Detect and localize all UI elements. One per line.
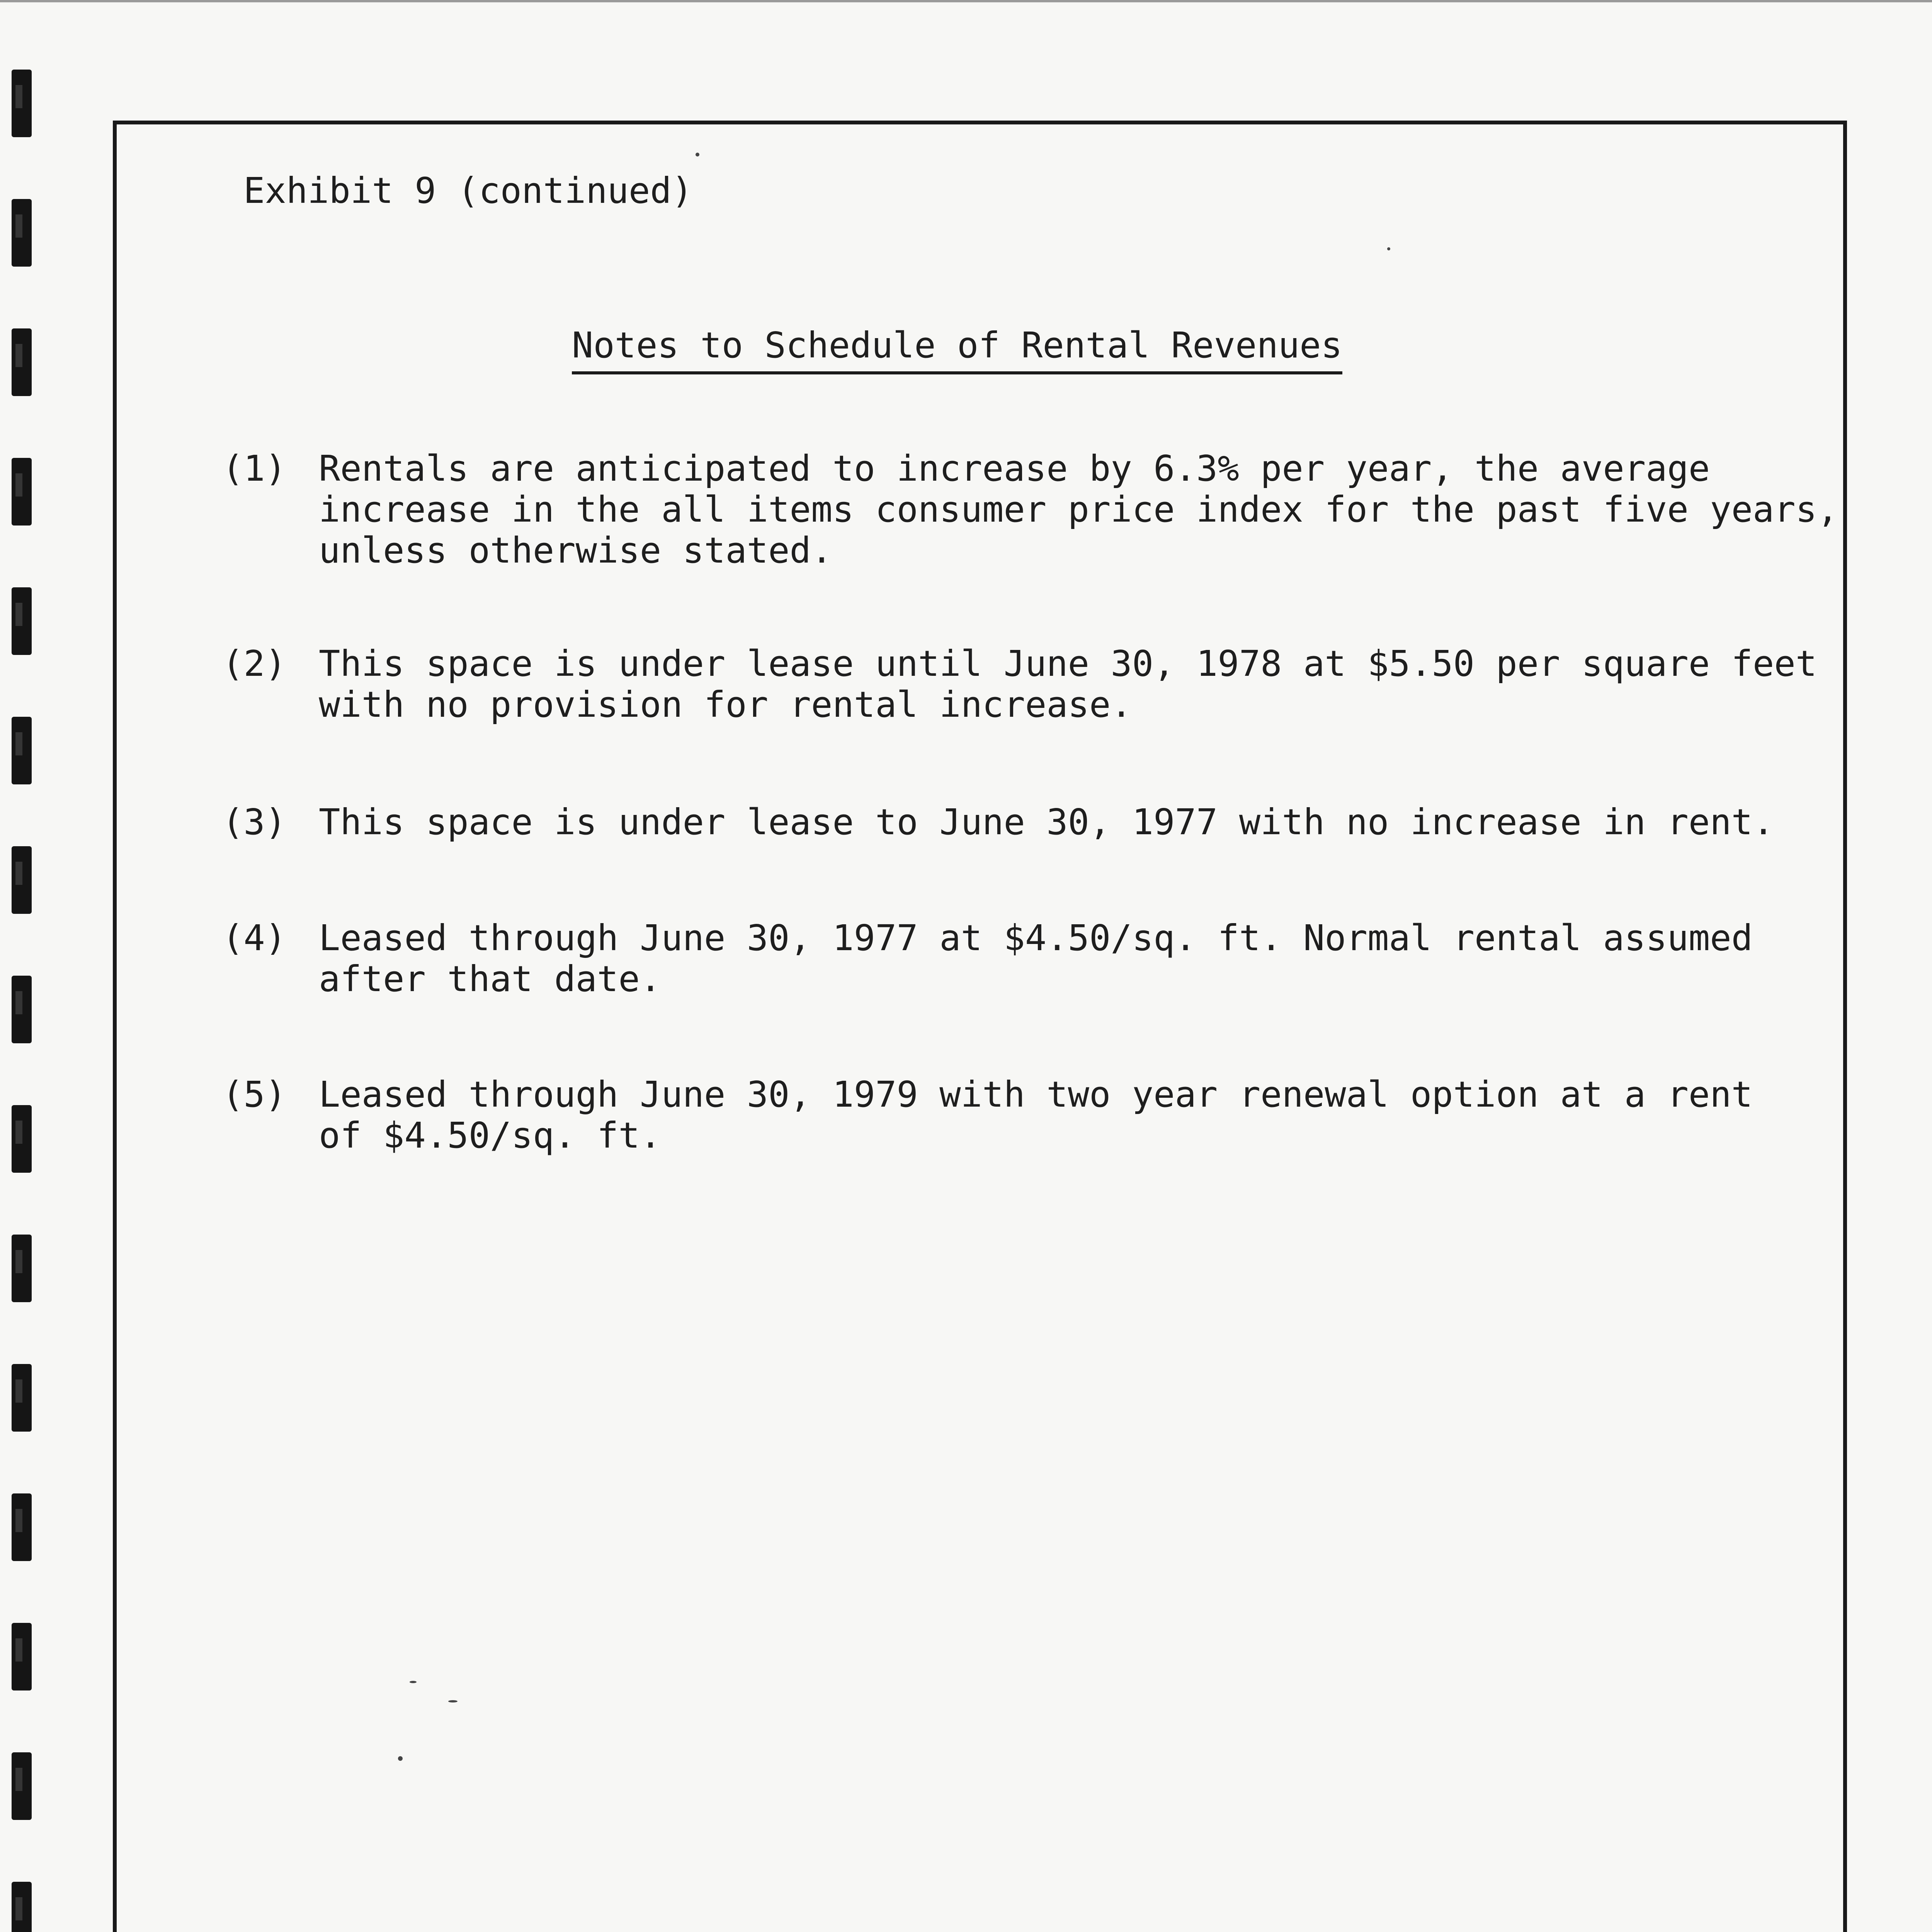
binder-hole bbox=[12, 1493, 32, 1561]
binder-hole bbox=[12, 1882, 32, 1932]
note-line: Leased through June 30, 1979 with two year renewal option at a rent bbox=[319, 1074, 1753, 1115]
note-line: Leased through June 30, 1977 at $4.50/sq. ft. Normal rental assumed bbox=[319, 917, 1753, 959]
note-line: increase in the all items consumer price index for the past five years, bbox=[319, 489, 1838, 530]
page-top-edge bbox=[0, 0, 1932, 2]
scan-speck bbox=[410, 1681, 417, 1683]
note-number: (2) bbox=[222, 643, 287, 684]
note-line: This space is under lease until June 30, 1978 at $5.50 per square feet bbox=[319, 643, 1817, 684]
note-line: Rentals are anticipated to increase by 6.3% per year, the average bbox=[319, 448, 1710, 489]
scan-speck bbox=[1387, 247, 1390, 250]
note-text bbox=[319, 801, 1774, 843]
binder-hole bbox=[12, 1235, 32, 1302]
note-text bbox=[319, 917, 1753, 1000]
binder-hole bbox=[12, 458, 32, 526]
note-text bbox=[319, 643, 1817, 725]
binder-hole bbox=[12, 1364, 32, 1432]
binder-hole bbox=[12, 1752, 32, 1820]
page-border-frame bbox=[113, 121, 1847, 1932]
scan-speck bbox=[398, 1756, 403, 1761]
note-line: after that date. bbox=[319, 958, 662, 1000]
note-line: of $4.50/sq. ft. bbox=[319, 1115, 662, 1156]
note-line: unless otherwise stated. bbox=[319, 530, 833, 571]
note-number: (3) bbox=[222, 801, 287, 843]
binder-hole bbox=[12, 717, 32, 784]
note-line: This space is under lease to June 30, 1977 with no increase in rent. bbox=[319, 801, 1774, 843]
note-text bbox=[319, 448, 1838, 571]
note-number: (5) bbox=[222, 1074, 287, 1115]
note-line: with no provision for rental increase. bbox=[319, 684, 1132, 725]
binder-hole bbox=[12, 976, 32, 1043]
note-text bbox=[319, 1074, 1753, 1156]
note-number: (1) bbox=[222, 448, 287, 489]
binder-hole bbox=[12, 70, 32, 137]
binder-hole bbox=[12, 846, 32, 914]
binder-hole bbox=[12, 587, 32, 655]
binder-hole bbox=[12, 1623, 32, 1690]
scan-speck bbox=[448, 1700, 457, 1702]
binder-hole bbox=[12, 199, 32, 267]
binder-holes bbox=[12, 70, 35, 1932]
exhibit-heading: Exhibit 9 (continued) bbox=[243, 170, 693, 211]
binder-hole bbox=[12, 328, 32, 396]
note-number: (4) bbox=[222, 917, 287, 959]
binder-hole bbox=[12, 1105, 32, 1173]
scan-speck bbox=[696, 153, 699, 156]
notes-title: Notes to Schedule of Rental Revenues bbox=[572, 325, 1342, 374]
